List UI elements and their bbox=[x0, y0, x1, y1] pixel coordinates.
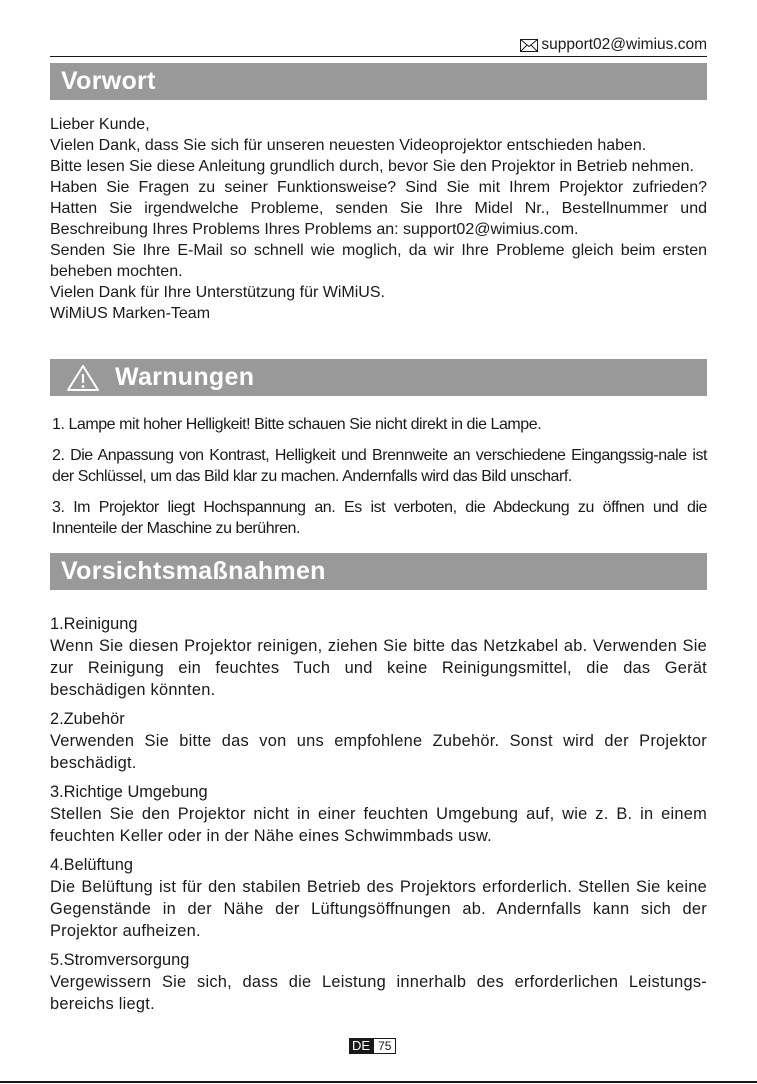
precaution-item bbox=[50, 708, 707, 774]
foreword-heading bbox=[50, 63, 707, 100]
foreword-paragraph: Vielen Dank, dass Sie sich für unseren neuesten Videoprojektor entschieden haben. bbox=[50, 137, 647, 154]
warning-triangle-icon bbox=[66, 364, 100, 392]
bottom-divider bbox=[0, 1081, 757, 1083]
precaution-title: 4.Belüftung bbox=[50, 856, 133, 874]
header-divider bbox=[50, 56, 707, 57]
foreword-paragraph: Lieber Kunde, bbox=[50, 116, 150, 133]
foreword-paragraph: WiMiUS Marken-Team bbox=[50, 305, 211, 322]
precaution-title: 5.Stromversorgung bbox=[50, 951, 190, 969]
foreword-paragraph: Haben Sie Fragen zu seiner Funktionsweise? Sind Sie mit Ihrem Projektor zufrieden? Hatten Sie irgendwelche Probleme, senden Sie Ihre Midel Nr., Bestellnummer und Beschreibung Ihres Problems Ihres Problems an: support02@wimius.com. bbox=[50, 179, 707, 238]
precaution-text: Vergewissern Sie sich, dass die Leistung innerhalb des erforderlichen Leistungs-bereichs liegt. bbox=[50, 973, 707, 1013]
precautions-title: Vorsichtsmaßnahmen bbox=[61, 557, 326, 585]
warning-item: 2. Die Anpassung von Kontrast, Helligkeit und Brennweite an verschiedene Eingangssig-nale ist der Schlüssel, um das Bild klar zu machen. Andernfalls wird das Bild unscharf. bbox=[52, 447, 707, 485]
precaution-item bbox=[50, 949, 707, 1015]
language-badge: DE bbox=[349, 1038, 373, 1054]
warnings-heading bbox=[50, 359, 707, 396]
warning-item: 1. Lampe mit hoher Helligkeit! Bitte schauen Sie nicht direkt in die Lampe. bbox=[52, 416, 542, 433]
header-email bbox=[520, 36, 707, 54]
page-number: 75 bbox=[373, 1038, 396, 1054]
precaution-text: Stellen Sie den Projektor nicht in einer feuchten Umgebung auf, wie z. B. in einem feuchten Keller oder in der Nähe eines Schwimmbads usw. bbox=[50, 805, 707, 845]
foreword-title: Vorwort bbox=[61, 67, 156, 95]
envelope-icon bbox=[520, 39, 538, 52]
precaution-title: 2.Zubehör bbox=[50, 710, 125, 728]
precaution-text: Wenn Sie diesen Projektor reinigen, ziehen Sie bitte das Netzkabel ab. Verwenden Sie zur Reinigung ein feuchtes Tuch und keine Reinigungsmittel, die das Gerät beschädigen könnten. bbox=[50, 637, 707, 699]
foreword-paragraph: Senden Sie Ihre E-Mail so schnell wie moglich, da wir Ihre Probleme gleich beim ersten beheben mochten. bbox=[50, 242, 707, 280]
warnings-title: Warnungen bbox=[115, 363, 255, 391]
foreword-paragraph: Vielen Dank für Ihre Unterstützung für WiMiUS. bbox=[50, 284, 385, 301]
foreword-body bbox=[50, 114, 707, 324]
precautions-list bbox=[50, 613, 707, 1022]
precaution-item bbox=[50, 781, 707, 847]
precaution-item bbox=[50, 854, 707, 942]
warning-item: 3. Im Projektor liegt Hochspannung an. Es ist verboten, die Abdeckung zu öffnen und die Innenteile der Maschine zu berühren. bbox=[52, 499, 707, 537]
precautions-heading bbox=[50, 553, 707, 590]
precaution-text: Die Belüftung ist für den stabilen Betrieb des Projektors erforderlich. Stellen Sie keine Gegenstände in der Nähe der Lüftungsöffnungen ab. Andernfalls kann sich der Projektor aufheizen. bbox=[50, 878, 707, 940]
precaution-text: Verwenden Sie bitte das von uns empfohlene Zubehör. Sonst wird der Projektor beschädigt. bbox=[50, 732, 707, 772]
foreword-paragraph: Bitte lesen Sie diese Anleitung grundlich durch, bevor Sie den Projektor in Betrieb nehmen. bbox=[50, 158, 694, 175]
precaution-title: 1.Reinigung bbox=[50, 615, 138, 633]
support-email[interactable]: support02@wimius.com bbox=[541, 36, 707, 53]
precaution-title: 3.Richtige Umgebung bbox=[50, 783, 208, 801]
page-footer bbox=[349, 1038, 396, 1054]
precaution-item bbox=[50, 613, 707, 701]
warnings-list bbox=[52, 414, 707, 549]
